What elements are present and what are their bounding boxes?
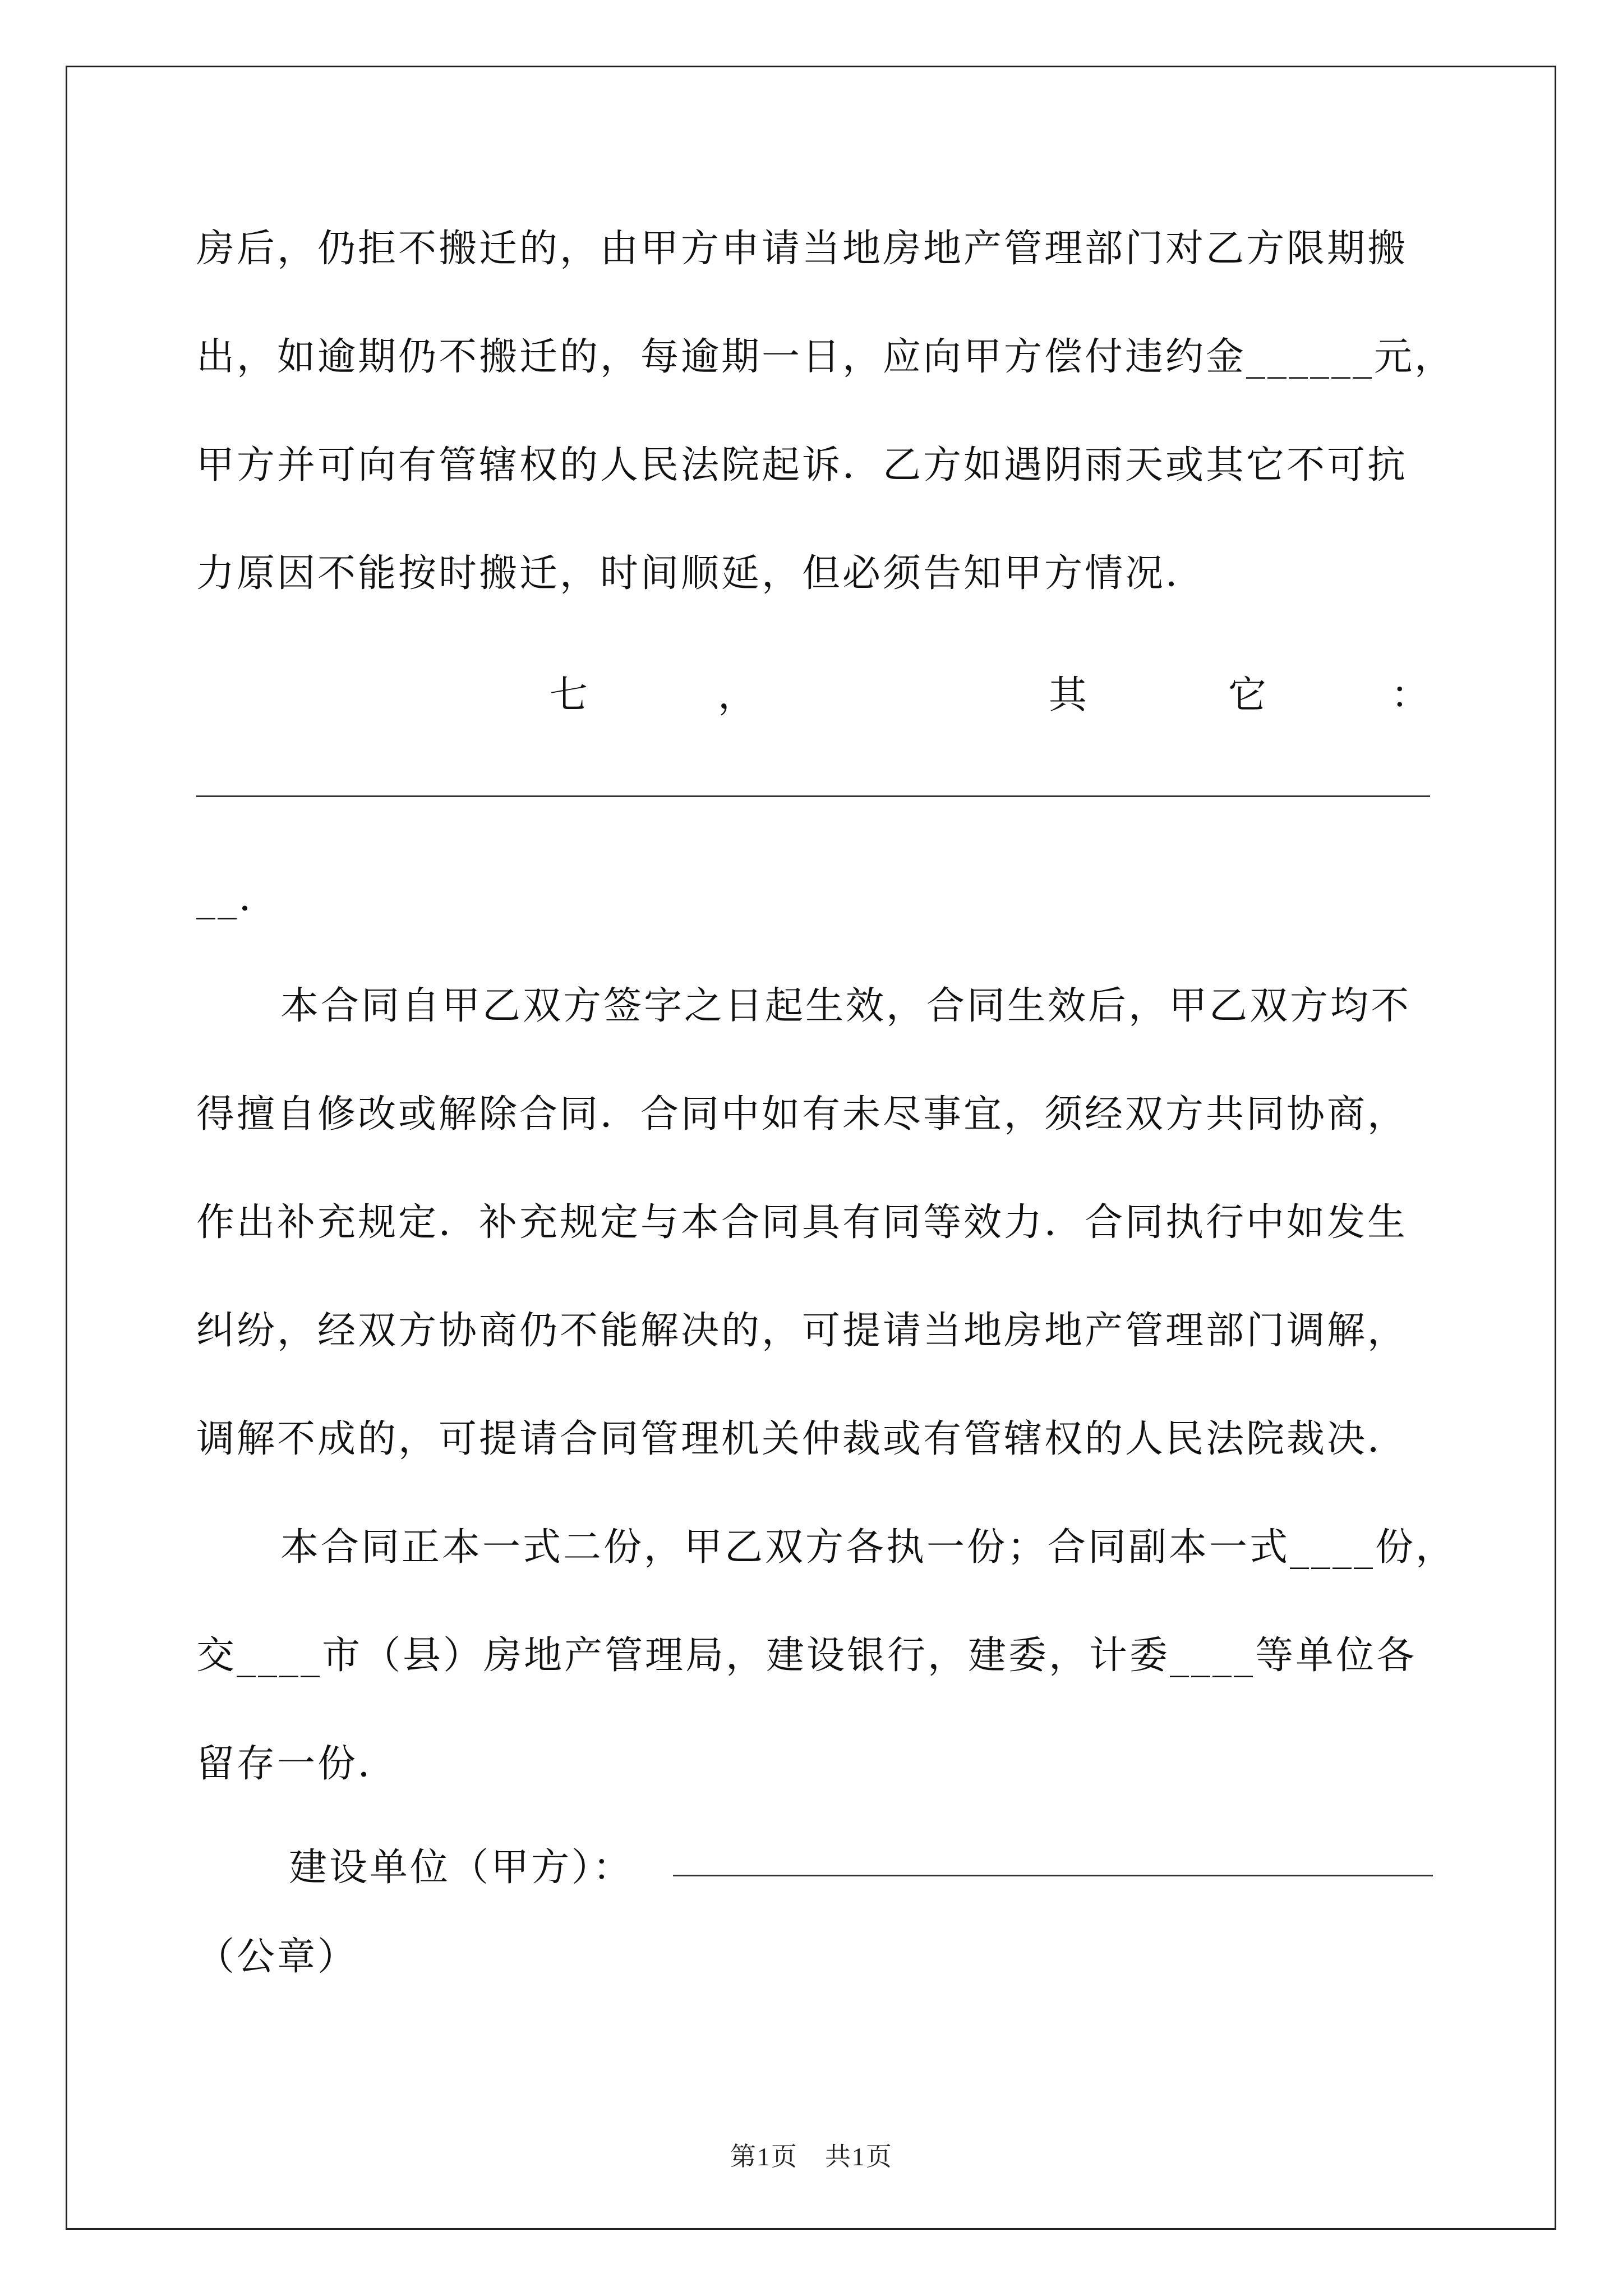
paragraph-line: 甲方并可向有管辖权的人民法院起诉．乙方如遇阴雨天或其它不可抗: [196, 443, 1408, 487]
page-border: [66, 66, 1556, 2230]
section-char: 其: [1049, 673, 1087, 717]
paragraph-line: 本合同自甲乙双方签字之日起生效，合同生效后，甲乙双方均不: [280, 984, 1412, 1028]
paragraph-line: 作出补充规定．补充规定与本合同具有同等效力．合同执行中如发生: [196, 1200, 1408, 1245]
signature-underline: [673, 1875, 1433, 1876]
section-char: 它: [1228, 673, 1267, 717]
paragraph-line: 本合同正本一式二份，甲乙双方各执一份；合同副本一式____份，: [280, 1525, 1456, 1570]
signature-label: 建设单位（甲方）：: [289, 1846, 634, 1890]
blank-fill-line: [196, 795, 1430, 797]
paragraph-line: 纠纷，经双方协商仍不能解决的，可提请当地房地产管理部门调解，: [196, 1309, 1408, 1353]
paragraph-line: 房后，仍拒不搬迁的，由甲方申请当地房地产管理部门对乙方限期搬: [196, 227, 1408, 271]
paragraph-line: 得擅自修改或解除合同．合同中如有未尽事宜，须经双方共同协商，: [196, 1092, 1408, 1137]
paragraph-line: 力原因不能按时搬迁，时间顺延，但必须告知甲方情况．: [196, 551, 1206, 596]
section-colon: ：: [1391, 673, 1430, 717]
paragraph-line: 调解不成的，可提请合同管理机关仲裁或有管辖权的人民法院裁决．: [196, 1417, 1408, 1461]
paragraph-line: 出，如逾期仍不搬迁的，每逾期一日，应向甲方偿付违约金______元，: [196, 335, 1455, 379]
section-number: 七: [550, 673, 588, 717]
section-comma: ，: [718, 673, 757, 717]
blank-line-end: __．: [196, 876, 280, 920]
paragraph-line: 交____市（县）房地产管理局，建设银行，建委，计委____等单位各: [196, 1634, 1417, 1678]
paragraph-line: 留存一份．: [196, 1742, 399, 1786]
section-heading-7: [196, 665, 1430, 717]
seal-label: （公章）: [196, 1935, 358, 1979]
page-footer: 第1页 共1页: [730, 2142, 893, 2171]
